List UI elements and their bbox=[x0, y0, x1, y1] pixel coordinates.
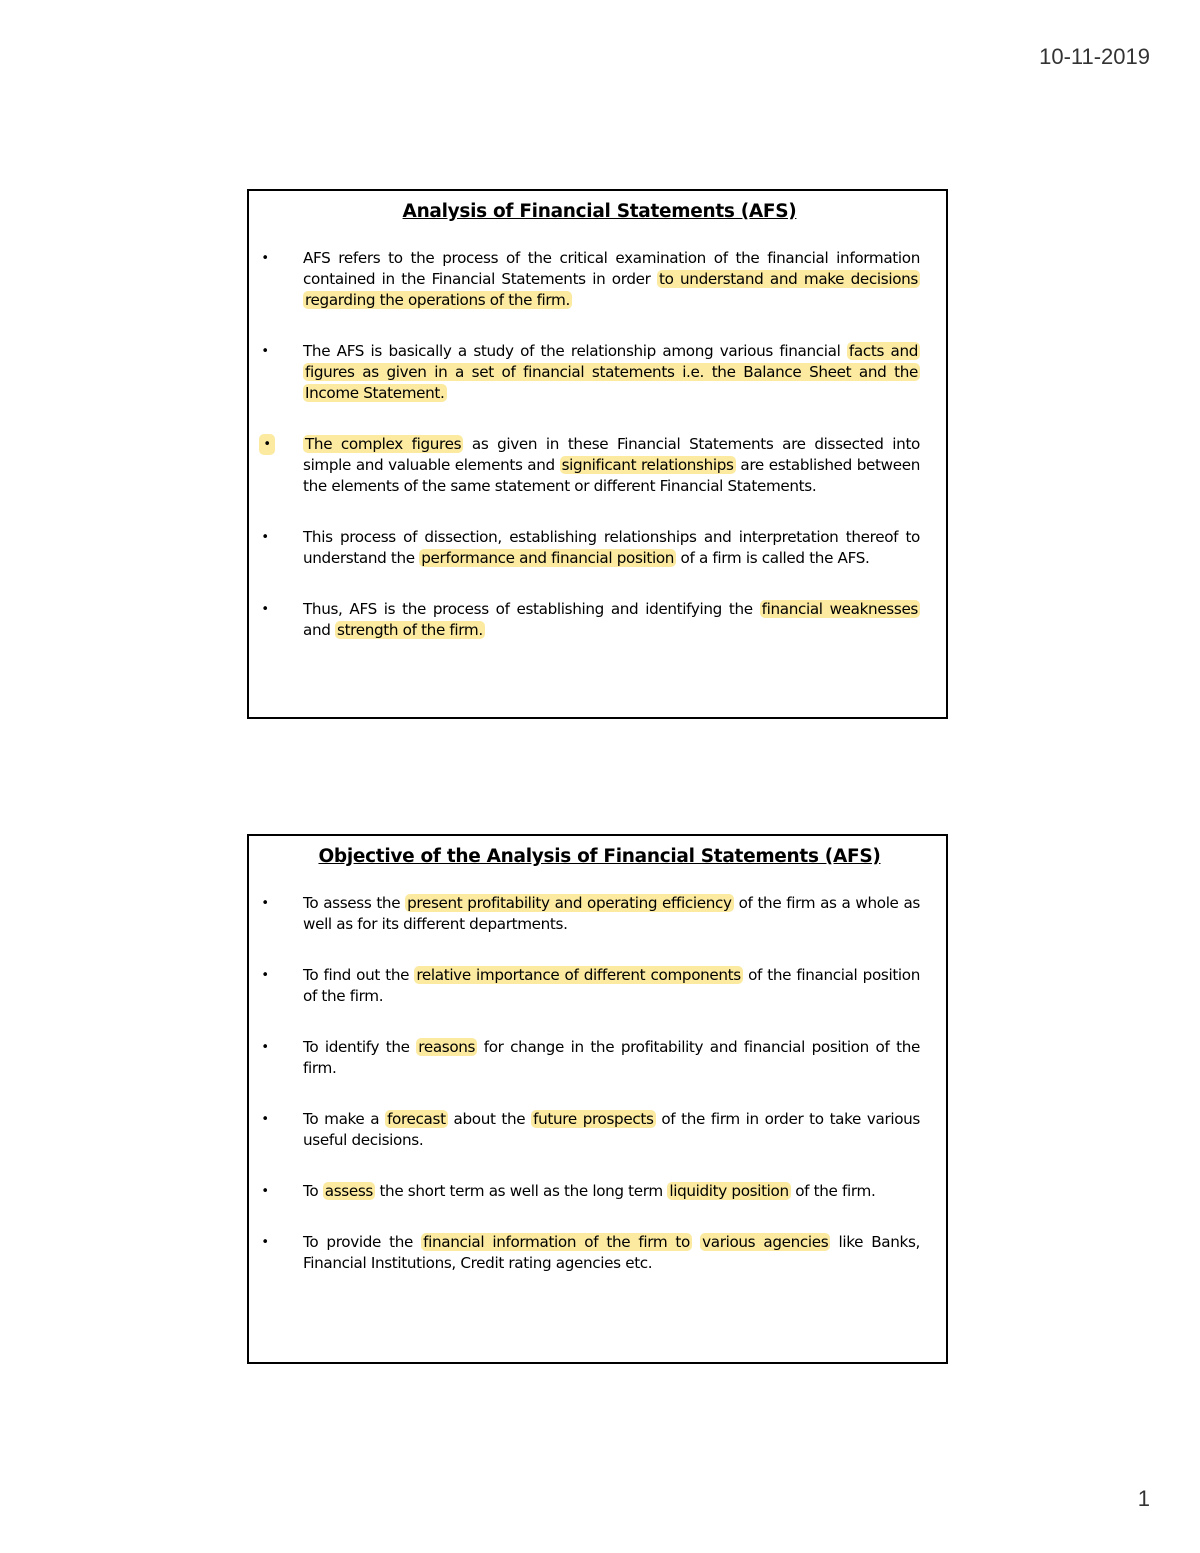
bullet-item bbox=[263, 434, 920, 497]
bullet-text: of the firm as a whole as well as for its different departments. bbox=[303, 894, 920, 933]
bullet-text: are established between the elements of the same statement or different Financial Statements. bbox=[303, 456, 920, 495]
bullet-text: the short term as well as the long term bbox=[374, 1182, 668, 1200]
highlighted-text: reasons bbox=[418, 1038, 476, 1056]
bullet-text: The AFS is basically a study of the relationship among various financial bbox=[303, 342, 847, 360]
bullet-icon: • bbox=[259, 434, 275, 455]
highlighted-text: facts and figures as given in a set of financial statements i.e. the Balance Sheet and the Income Statement. bbox=[305, 342, 919, 402]
bullet-item bbox=[261, 527, 920, 569]
slide-title: Analysis of Financial Statements (AFS) bbox=[402, 201, 797, 222]
bullet-icon: • bbox=[261, 1184, 269, 1199]
bullet-item bbox=[261, 965, 921, 1007]
bullet-item bbox=[261, 1232, 921, 1274]
highlighted-text: The complex figures bbox=[305, 435, 462, 453]
bullet-icon: • bbox=[261, 896, 269, 911]
bullet-text: as given in these Financial Statements are dissected into simple and valuable elements and bbox=[303, 435, 920, 474]
bullet-text: To make a bbox=[303, 1110, 386, 1128]
highlighted-text: to understand and make decisions regarding the operations of the firm. bbox=[305, 270, 918, 309]
highlighted-text: various agencies bbox=[702, 1233, 829, 1251]
bullet-text: of the firm in order to take various useful decisions. bbox=[303, 1110, 920, 1149]
bullet-list bbox=[261, 248, 920, 641]
highlighted-text: assess bbox=[324, 1182, 373, 1200]
bullet-text: To find out the bbox=[303, 966, 415, 984]
bullet-icon: • bbox=[261, 1112, 269, 1127]
highlighted-text: financial weaknesses bbox=[761, 600, 918, 618]
slide-objective-of-afs bbox=[247, 834, 948, 1364]
bullet-text: AFS refers to the process of the critical examination of the financial information contained in the Financial Statements in order bbox=[303, 249, 920, 288]
bullet-text: This process of dissection, establishing relationships and interpretation thereof to understand the bbox=[303, 528, 920, 567]
bullet-item bbox=[261, 1109, 920, 1151]
bullet-text: like Banks, Financial Institutions, Credit rating agencies etc. bbox=[303, 1233, 921, 1272]
bullet-item bbox=[261, 1037, 920, 1079]
highlighted-text: significant relationships bbox=[561, 456, 734, 474]
slide-title: Objective of the Analysis of Financial Statements (AFS) bbox=[318, 846, 881, 867]
highlighted-text: relative importance of different components bbox=[416, 966, 741, 984]
highlighted-text: liquidity position bbox=[669, 1182, 789, 1200]
page-number: 1 bbox=[1137, 1486, 1150, 1511]
highlighted-text: financial information of the firm to bbox=[423, 1233, 690, 1251]
page-date: 10-11-2019 bbox=[1039, 44, 1150, 69]
bullet-text bbox=[692, 1233, 700, 1251]
bullet-icon: • bbox=[261, 968, 269, 983]
bullet-text: and bbox=[303, 621, 336, 639]
bullet-text: of a firm is called the AFS. bbox=[676, 549, 870, 567]
bullet-text: of the firm. bbox=[790, 1182, 876, 1200]
bullet-item bbox=[261, 1181, 920, 1202]
bullet-text: To provide the bbox=[303, 1233, 422, 1251]
bullet-item bbox=[261, 341, 920, 404]
bullet-text: To assess the bbox=[303, 894, 406, 912]
bullet-item bbox=[261, 599, 920, 641]
highlighted-text: strength of the firm. bbox=[337, 621, 483, 639]
highlighted-text: present profitability and operating efficiency bbox=[407, 894, 732, 912]
bullet-icon: • bbox=[261, 1235, 269, 1250]
bullet-icon: • bbox=[261, 251, 269, 266]
bullet-item bbox=[261, 248, 920, 311]
highlighted-text: future prospects bbox=[533, 1110, 654, 1128]
bullet-item bbox=[261, 893, 920, 935]
bullet-icon: • bbox=[261, 344, 269, 359]
bullet-text: for change in the profitability and financial position of the firm. bbox=[303, 1038, 920, 1077]
bullet-text: of the financial position of the firm. bbox=[303, 966, 921, 1005]
slide-analysis-of-financial-statements bbox=[247, 189, 948, 719]
bullet-text: To bbox=[303, 1182, 323, 1200]
highlighted-text: forecast bbox=[387, 1110, 446, 1128]
bullet-text: Thus, AFS is the process of establishing and identifying the bbox=[303, 600, 760, 618]
bullet-text: about the bbox=[447, 1110, 532, 1128]
highlighted-text: performance and financial position bbox=[421, 549, 675, 567]
bullet-icon: • bbox=[261, 602, 269, 617]
bullet-list bbox=[261, 893, 921, 1274]
bullet-text: To identify the bbox=[303, 1038, 417, 1056]
bullet-icon: • bbox=[261, 1040, 269, 1055]
bullet-icon: • bbox=[261, 530, 269, 545]
